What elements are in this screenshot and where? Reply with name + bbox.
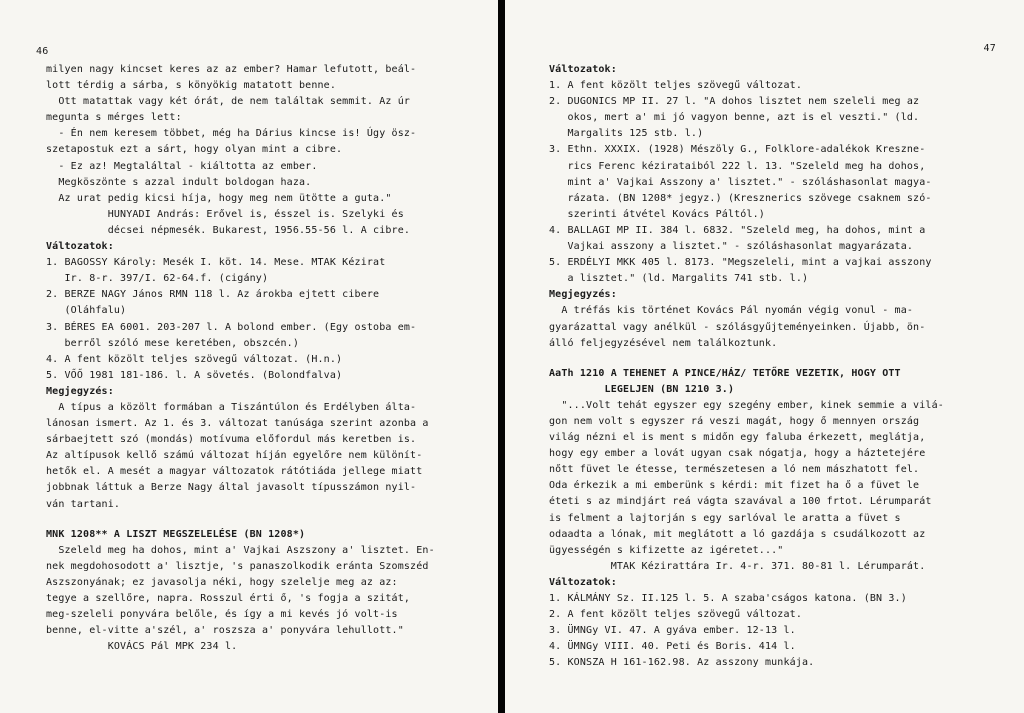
text-line: sárbaejtett szó (mondás) motívuma előfordul más keretben is. — [46, 434, 417, 446]
text-line: odaadta a lónak, mit meglátott a ló gazdája s csudálkozott az — [549, 528, 926, 540]
text-line: Szeleld meg ha dohos, mint a' Vajkai Aszszony a' lisztet. En- — [46, 544, 435, 556]
text-line: 2. DUGONICS MP II. 27 l. "A dohos lisztet nem szeleli meg az — [549, 96, 920, 108]
text-line: éteti s az mindjárt reá vágta szavával a 100 frtot. Lérumparát — [549, 496, 932, 508]
page-text — [46, 62, 486, 655]
heading-line: Változatok: — [46, 241, 114, 253]
text-line: Vajkai asszony a lisztet." - szóláshasonlat magyarázata. — [549, 241, 914, 253]
heading-line: MNK 1208** A LISZT MEGSZELELÉSE (BN 1208*) — [46, 528, 306, 540]
text-line: Az urat pedig kicsi híja, hogy meg nem ütötte a guta." — [46, 192, 392, 204]
heading-line: Változatok: — [549, 64, 617, 75]
text-line: HUNYADI András: Erővel is, ésszel is. Szelyki és — [46, 208, 404, 220]
text-line: mint a' Vajkai Asszony a' lisztet." - szóláshasonlat magya- — [549, 176, 932, 188]
text-line: hogy egy ember a lovát ugyan csak nógatja, hogy a háztetejére — [549, 448, 926, 460]
text-line: lánosan ismert. Az 1. és 3. változat tanúsága szerint azonba a — [46, 418, 429, 430]
text-line: Megköszönte s azzal indult boldogan haza. — [46, 176, 312, 188]
text-line: okos, mert a' mi jó vagyon benne, azt is el veszti." (ld. — [549, 112, 920, 124]
text-line: 3. ÜMNGy VI. 47. A gyáva ember. 12-13 l. — [549, 625, 796, 637]
page-text — [549, 62, 1011, 671]
text-line: Aszszonyának; ez javasolja néki, hogy szelelje meg az az: — [46, 576, 398, 588]
text-line: 4. ÜMNGy VIII. 40. Peti és Boris. 414 l. — [549, 641, 796, 653]
text-line: ván tartani. — [46, 498, 121, 510]
text-line: décsei népmesék. Bukarest, 1956.55-56 l. A cibre. — [46, 224, 411, 236]
text-line: milyen nagy kincset keres az az ember? Hamar lefutott, beál- — [46, 64, 417, 75]
text-line: 2. BERZE NAGY János RMN 118 l. Az árokba ejtett cibere — [46, 289, 380, 301]
text-line: meg-szeleli ponyvára belőle, és így a mi kevés jó volt-is — [46, 609, 398, 621]
text-line: gon nem volt s egyszer rá veszi magát, hogy ő mennyen ország — [549, 415, 920, 427]
text-line: szerinti átvétel Kovács Páltól.) — [549, 208, 765, 220]
text-line: nőtt füvet le étesse, természetesen a ló nem mászhatott fel. — [549, 464, 920, 476]
text-line: 5. VŐŐ 1981 181-186. l. A sövetés. (Bolondfalva) — [46, 369, 343, 381]
text-line: szetapostuk ezt a sárt, hogy olyan mint a cibre. — [46, 144, 343, 156]
text-line: álló feljegyzésével nem találkoztunk. — [549, 337, 778, 349]
text-line: 1. KÁLMÁNY Sz. II.125 l. 5. A szaba'cságos katona. (BN 3.) — [549, 593, 907, 604]
heading-line: Megjegyzés: — [46, 385, 114, 397]
text-line: a lisztet." (ld. Margalits 741 stb. l.) — [549, 273, 809, 285]
text-line: is felment a lajtorján s egy sarlóval le aratta a füvet s — [549, 512, 901, 524]
text-line: 3. Ethn. XXXIX. (1928) Mészöly G., Folklore-adalékok Kreszne- — [549, 144, 926, 156]
text-line: berről szóló mese keretében, obszcén.) — [46, 337, 299, 349]
heading-line: AaTh 1210 A TEHENET A PINCE/HÁZ/ TETŐRE VEZETIK, HOGY OTT — [549, 367, 901, 379]
text-line: 4. A fent közölt teljes szövegű változat. (H.n.) — [46, 353, 343, 365]
text-line: "...Volt tehát egyszer egy szegény ember, kinek semmie a vilá- — [549, 399, 944, 411]
text-line: - Ez az! Megtaláltal - kiáltotta az ember. — [46, 160, 318, 172]
left-page — [0, 0, 498, 713]
text-line: gyarázattal vagy anélkül - szólásgyűjteményeinken. Újabb, ön- — [549, 321, 926, 333]
book-gutter — [498, 0, 505, 713]
text-line: 5. KONSZA H 161-162.98. Az asszony munkája. — [549, 657, 815, 669]
text-line: Oda érkezik a mi emberünk s kérdi: mit fizet ha ő a füvet le — [549, 480, 920, 492]
text-line: Ott matattak vagy két órát, de nem találtak semmit. Az úr — [46, 96, 411, 108]
text-line: világ nézni el is ment s midőn egy faluba érkezett, meglátja, — [549, 432, 926, 444]
text-line: benne, el-vitte a'szél, a' roszsza a' ponyvára lehullott." — [46, 625, 404, 637]
text-line: - Én nem keresem többet, még ha Dárius kincse is! Úgy ösz- — [46, 128, 417, 140]
text-line: 2. A fent közölt teljes szövegű változat. — [549, 609, 802, 621]
text-line: 3. BÉRES EA 6001. 203-207 l. A bolond ember. (Egy ostoba em- — [46, 321, 417, 333]
text-line: 1. A fent közölt teljes szövegű változat. — [549, 80, 802, 92]
text-line: Margalits 125 stb. l.) — [549, 128, 704, 140]
page-number: 47 — [983, 43, 996, 54]
text-line: 5. ERDÉLYI MKK 405 l. 8173. "Megszeleli, mint a vajkai asszony — [549, 257, 932, 269]
section-gap — [549, 352, 1011, 366]
text-line: nek megdohosodott a' lisztje, 's panaszolkodik eránta Szomszéd — [46, 560, 429, 572]
heading-line: LEGELJEN (BN 1210 3.) — [549, 383, 735, 395]
text-line: MTAK Kézirattára Ir. 4-r. 371. 80-81 l. Lérumparát. — [549, 560, 926, 572]
text-line: rics Ferenc kézirataiból 222 l. 13. "Szeleld meg ha dohos, — [549, 160, 926, 172]
heading-line: Változatok: — [549, 576, 617, 588]
text-line: tegye a szellőre, napra. Rosszul érti ő, 's fogja a szitát, — [46, 593, 411, 604]
text-line: 4. BALLAGI MP II. 384 l. 6832. "Szeleld meg, ha dohos, mint a — [549, 224, 926, 236]
text-line: A típus a közölt formában a Tiszántúlon és Erdélyben álta- — [46, 401, 417, 413]
text-line: jobbnak láttuk a Berze Nagy által javasolt típusszámon nyil- — [46, 482, 417, 494]
text-line: 1. BAGOSSY Károly: Mesék I. köt. 14. Mese. MTAK Kézirat — [46, 257, 386, 269]
text-line: A tréfás kis történet Kovács Pál nyomán végig vonul - ma- — [549, 305, 914, 317]
text-line: hetők el. A mesét a magyar változatok rátótiáda jellege miatt — [46, 466, 423, 478]
section-gap — [46, 513, 486, 527]
page-number: 46 — [36, 46, 49, 57]
text-line: rázata. (BN 1208* jegyz.) (Kresznerics szövege csaknem szó- — [549, 192, 932, 204]
text-line: megunta s mérges lett: — [46, 112, 182, 124]
text-line: Ir. 8-r. 397/I. 62-64.f. (cigány) — [46, 273, 269, 285]
text-line: ügyességén s kifizette az igéretet..." — [549, 544, 784, 556]
right-page — [505, 0, 1024, 713]
text-line: (Oláhfalu) — [46, 305, 127, 317]
text-line: KOVÁCS Pál MPK 234 l. — [46, 641, 238, 653]
text-line: Az altípusok kellő számú változat híján egyelőre nem különít- — [46, 450, 423, 462]
heading-line: Megjegyzés: — [549, 289, 617, 301]
text-line: lott térdig a sárba, s könyökig matatott benne. — [46, 80, 337, 92]
